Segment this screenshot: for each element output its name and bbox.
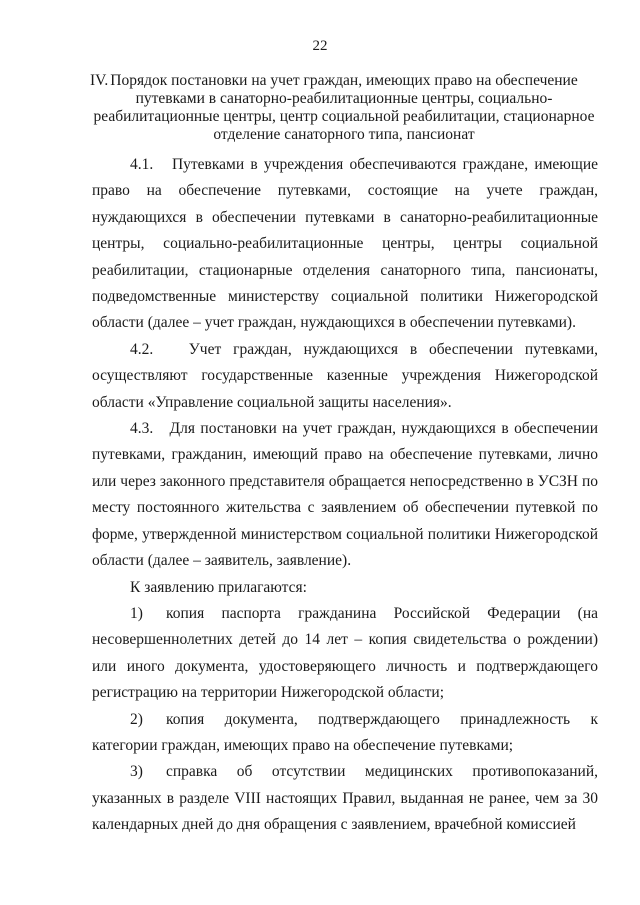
list-item-3 xyxy=(92,759,598,838)
list-item-1 xyxy=(92,601,598,707)
list-text-2: копия документа, подтверждающего принадлежность к категории граждан, имеющих право на обеспечение путевками; xyxy=(92,710,598,754)
list-marker-3: 3) xyxy=(130,763,143,781)
paragraph-4-2: 4.2. Учет граждан, нуждающихся в обеспечении путевками, осуществляют государственные казенные учреждения Нижегородской области «Управление социальной защиты населения». xyxy=(92,340,598,411)
page-number: 22 xyxy=(312,38,328,54)
attachments-intro: К заявлению прилагаются: xyxy=(130,578,307,596)
list-item-2 xyxy=(92,707,598,760)
section-heading xyxy=(90,72,598,144)
list-text-1: копия паспорта гражданина Российской Федерации (на несовершеннолетних детей до 14 лет – копия свидетельства о рождении) или иного документа, удостоверяющего личность и подтверждающего регистрацию на территории Нижегородской области; xyxy=(92,604,598,702)
list-marker-2: 2) xyxy=(130,710,143,728)
paragraph-4-3: 4.3. Для постановки на учет граждан, нуждающихся в обеспечении путевками, гражданин, имеющий право на обеспечение путевками, лично или через законного представителя обращается непосредственно в УСЗН по месту постоянного жительства с заявлением об обеспечении путевкой по форме, утвержденной министерством социальной политики Нижегородской области (далее – заявитель, заявление). xyxy=(92,420,598,570)
section-number: IV. xyxy=(90,72,109,89)
list-marker-1: 1) xyxy=(130,604,143,622)
list-text-3: справка об отсутствии медицинских противопоказаний, указанных в разделе VIII настоящих Правил, выданная не ранее, чем за 30 календарных дней до дня обращения с заявлением, врачебной комиссией xyxy=(92,763,598,834)
body-text xyxy=(92,152,598,839)
paragraph-4-1: 4.1. Путевками в учреждения обеспечиваются граждане, имеющие право на обеспечение путевками, состоящие на учете граждан, нуждающихся в обеспечении путевками в санаторно-реабилитационные центры, социально-реабилитационные центры, центры социальной реабилитации, стационарные отделения санаторного типа, пансионаты, подведомственные министерству социальной политики Нижегородской области (далее – учет граждан, нуждающихся в обеспечении путевками). xyxy=(92,156,598,332)
section-title: Порядок постановки на учет граждан, имеющих право на обеспечение путевками в санаторно-реабилитационные центры, социально-реабилитационные центры, центр социальной реабилитации, стационарное отделение санаторного типа, пансионат xyxy=(93,72,595,143)
